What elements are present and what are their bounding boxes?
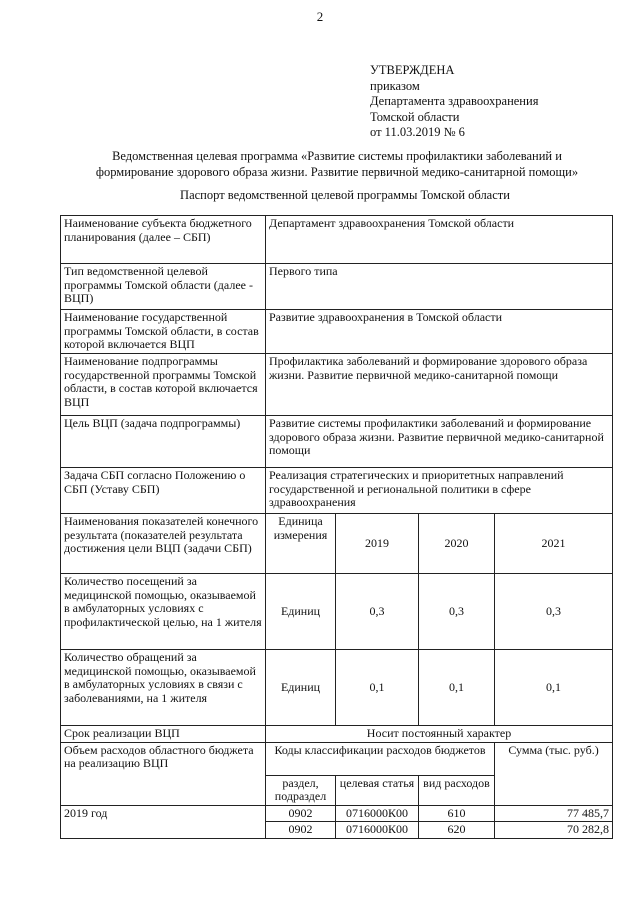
approval-line: УТВЕРЖДЕНА xyxy=(370,63,455,77)
budget-label-line: Объем расходов областного бюджета xyxy=(64,742,254,757)
passport-table xyxy=(60,215,613,839)
row-label: Наименование государственной программы Томской области, в состав которой включается ВЦП xyxy=(61,310,266,354)
indicator-value: 0,3 xyxy=(336,574,419,650)
budget-target: 0716000К00 xyxy=(336,805,419,822)
budget-year xyxy=(61,822,266,839)
program-title xyxy=(62,148,612,180)
unit-header: Единица измерения xyxy=(266,514,336,574)
program-title-line: Ведомственная целевая программа «Развитие системы профилактики заболеваний и xyxy=(112,149,562,163)
approval-block xyxy=(370,63,538,141)
budget-row xyxy=(61,805,613,822)
term-value: Носит постоянный характер xyxy=(266,726,613,743)
indicator-value: 0,3 xyxy=(419,574,495,650)
row-value: Департамент здравоохранения Томской области xyxy=(266,216,613,264)
indicator-unit: Единиц xyxy=(266,574,336,650)
passport-title: Паспорт ведомственной целевой программы Томской области xyxy=(180,188,510,202)
page-number: 2 xyxy=(316,9,324,24)
budget-label-line: на реализацию ВЦП xyxy=(64,756,169,770)
approval-line: приказом xyxy=(370,78,420,93)
sum-header: Сумма (тыс. руб.) xyxy=(495,742,613,805)
col-type-header: вид расходов xyxy=(419,775,495,805)
approval-line: Томской области xyxy=(370,109,460,124)
indicator-name: Количество посещений за медицинской помощью, оказываемой в амбулаторных условиях с профилактической целью, на 1 жителя xyxy=(61,574,266,650)
row-value: Развитие здравоохранения в Томской области xyxy=(266,310,613,354)
budget-section: 0902 xyxy=(266,805,336,822)
table-row xyxy=(61,216,613,264)
table-row xyxy=(61,468,613,514)
row-value: Развитие системы профилактики заболеваний и формирование здорового образа жизни. Развитие первичной медико-санитарной помощи xyxy=(266,416,613,468)
row-label: Наименование подпрограммы государственной программы Томской области, в состав которой включается ВЦП xyxy=(61,354,266,416)
indicator-value: 0,1 xyxy=(419,650,495,726)
indicator-value: 0,3 xyxy=(495,574,613,650)
indicator-row xyxy=(61,650,613,726)
year-header: 2021 xyxy=(495,514,613,574)
col-section-header: раздел, подраздел xyxy=(266,775,336,805)
table-row xyxy=(61,264,613,310)
table-row xyxy=(61,416,613,468)
row-label: Цель ВЦП (задача подпрограммы) xyxy=(61,416,266,468)
budget-sum: 70 282,8 xyxy=(495,822,613,839)
budget-year: 2019 год xyxy=(61,805,266,822)
col-target-header: целевая статья xyxy=(336,775,419,805)
row-value: Реализация стратегических и приоритетных направлений государственной и региональной политики в сфере здравоохранения xyxy=(266,468,613,514)
indicator-unit: Единиц xyxy=(266,650,336,726)
row-value: Первого типа xyxy=(266,264,613,310)
indicator-value: 0,1 xyxy=(495,650,613,726)
indicator-value: 0,1 xyxy=(336,650,419,726)
budget-header-row xyxy=(61,742,613,775)
program-title-line: формирование здорового образа жизни. Развитие первичной медико-санитарной помощи» xyxy=(95,165,579,179)
indicators-header-row xyxy=(61,514,613,574)
row-label: Наименование субъекта бюджетного планирования (далее – СБП) xyxy=(61,216,266,264)
indicator-row xyxy=(61,574,613,650)
indicator-name: Количество обращений за медицинской помощью, оказываемой в амбулаторных условиях в связи с заболеваниями, на 1 жителя xyxy=(61,650,266,726)
year-header: 2020 xyxy=(419,514,495,574)
budget-type: 610 xyxy=(419,805,495,822)
budget-row xyxy=(61,822,613,839)
approval-line: от 11.03.2019 № 6 xyxy=(370,125,465,139)
budget-label xyxy=(61,742,266,805)
row-value: Профилактика заболеваний и формирование здорового образа жизни. Развитие первичной медико-санитарной помощи xyxy=(266,354,613,416)
budget-type: 620 xyxy=(419,822,495,839)
codes-header: Коды классификации расходов бюджетов xyxy=(266,742,495,775)
table-row xyxy=(61,354,613,416)
year-header: 2019 xyxy=(336,514,419,574)
budget-target: 0716000К00 xyxy=(336,822,419,839)
approval-line: Департамента здравоохранения xyxy=(370,94,539,108)
row-label: Задача СБП согласно Положению о СБП (Уставу СБП) xyxy=(61,468,266,514)
indicators-header-label: Наименования показателей конечного результата (показателей результата достижения цели ВЦП (задачи СБП) xyxy=(61,514,266,574)
term-label: Срок реализации ВЦП xyxy=(61,726,266,743)
budget-section: 0902 xyxy=(266,822,336,839)
term-row xyxy=(61,726,613,743)
table-row xyxy=(61,310,613,354)
budget-sum: 77 485,7 xyxy=(495,805,613,822)
row-label: Тип ведомственной целевой программы Томской области (далее - ВЦП) xyxy=(61,264,266,310)
